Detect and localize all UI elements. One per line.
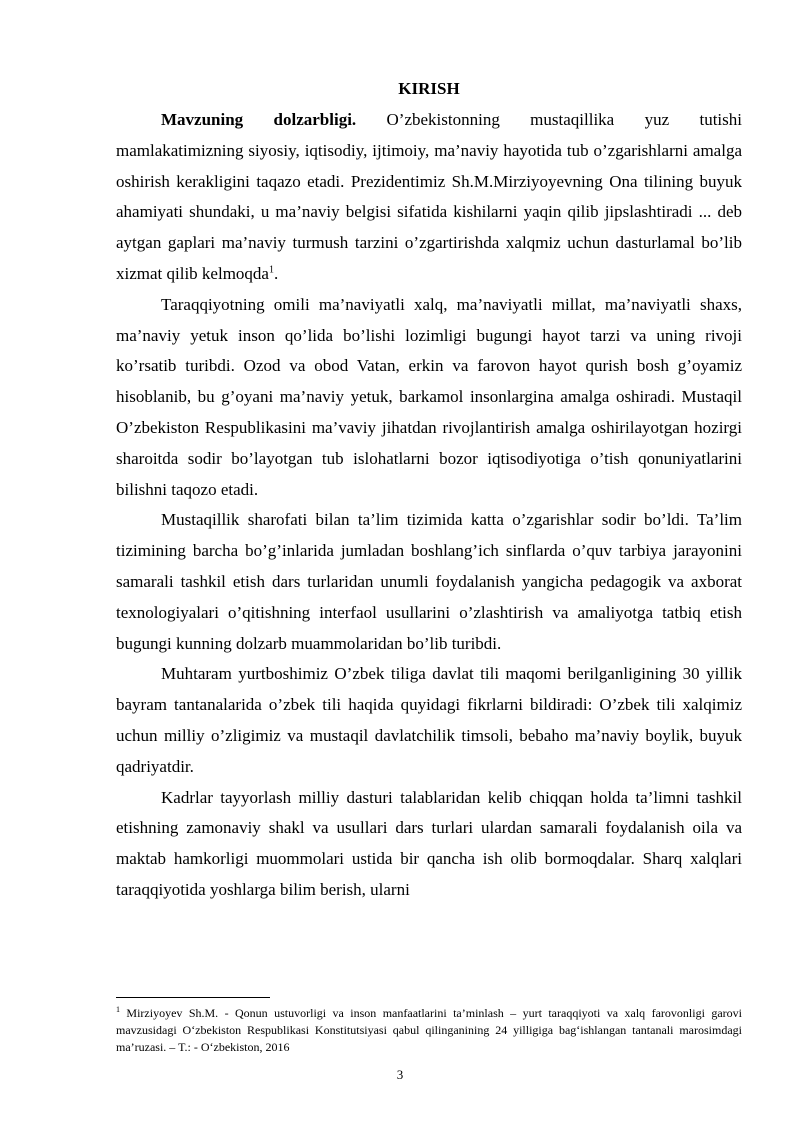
paragraph-lead-heading: Mavzuning dolzarbligi. [161, 110, 357, 129]
paragraph: Muhtaram yurtboshimiz O’zbek tiliga davlat tili maqomi berilganligining 30 yillik bayram tantanalarida o’zbek tili haqida quyidagi fikrlarni bildiradi: O’zbek tili xalqimiz uchun milliy o’zligimiz va mustaqil davlatchilik timsoli, bebaho ma’naviy boylik, buyuk qadriyatdir. [116, 664, 742, 776]
footnote [116, 1005, 742, 1056]
footnote-reference[interactable]: 1 [268, 264, 274, 276]
paragraph-text-end: . [273, 263, 279, 283]
paragraph-relevance [116, 105, 742, 290]
paragraph: Mustaqillik sharofati bilan ta’lim tizimida katta o’zgarishlar sodir bo’ldi. Ta’lim tizimining barcha bo’g’inlarida jumladan boshlang’ich sinflarda o’quv tarbiya jarayonini samarali tashkil etish dars turlaridan unumli foydalanish yangicha pedagogik va axborat texnologiyalari o’qitishning interfaol usullarini o’zlashtirish va amaliyotga tatbiq etish bugungi kunning dolzarb muammolaridan bo’lib turibdi. [116, 510, 742, 653]
paragraph: Kadrlar tayyorlash milliy dasturi talablaridan kelib chiqqan holda ta’limni tashkil etishning zamonaviy shakl va usullari dars turlari ulardan samarali foydalanish oila va maktab hamkorligi muommolari ustida bir qancha ish olib bormoqdalar. Sharq xalqlari taraqqiyotida yoshlarga bilim berish, ularni [116, 787, 742, 899]
footnote-text: Mirziyoyev Sh.M. - Qonun ustuvorligi va inson manfaatlarini ta’minlash – yurt taraqqiyoti va xalq farovonligi garovi mavzusidagi O‘zbekiston Respublikasi Konstitutsiyasi qabul qilinganining 24 yilligiga bag‘ishlangan tantanali marosimdagi ma’ruzasi. – T.: - O‘zbekiston, 2016 [116, 1006, 742, 1054]
body-text [116, 74, 742, 906]
paragraph-text: O’zbekistonning mustaqillika yuz tutishi mamlakatimizning siyosiy, iqtisodiy, ijtimoiy, ma’naviy hayotida tub o’zgarishlarni amalga oshirish kerakligini taqazo etadi. Prezidentimiz Sh.M.Mirziyoyevning Ona tilining buyuk ahamiyati shundaki, u ma’naviy belgisi sifatida kishilarni yaqin qilib jipslashtiradi ... deb aytgan gaplari ma’naviy turmush tarzini o’zgartirishda xalqmiz uchun dasturlamal bo’lib xizmat qilib kelmoqda [116, 110, 742, 283]
section-title: KIRISH [398, 79, 460, 98]
footnote-marker: 1 [116, 1005, 120, 1014]
page-number: 3 [396, 1067, 404, 1082]
paragraph: Taraqqiyotning omili ma’naviyatli xalq, ma’naviyatli millat, ma’naviyatli shaxs, ma’naviy yetuk inson qo’lida bo’lishi lozimligi bugungi hayot tarzi va uning rivoji ko’rsatib turibdi. Ozod va obod Vatan, erkin va farovon hayot qurish bosh g’oyamiz hisoblanib, bu g’oyani ma’naviy yetuk, barkamol insonlargina amalga oshiradi. Mustaqil O’zbekiston Respublikasini ma’vaviy jihatdan rivojlantirish amalga oshirilayotgan hozirgi sharoitda sodir bo’layotgan tub islohatlarni bozor iqtisodiyotiga o’tish qonuniyatlarini bilishni taqozo etadi. [116, 294, 742, 499]
footnote-separator [116, 997, 270, 998]
